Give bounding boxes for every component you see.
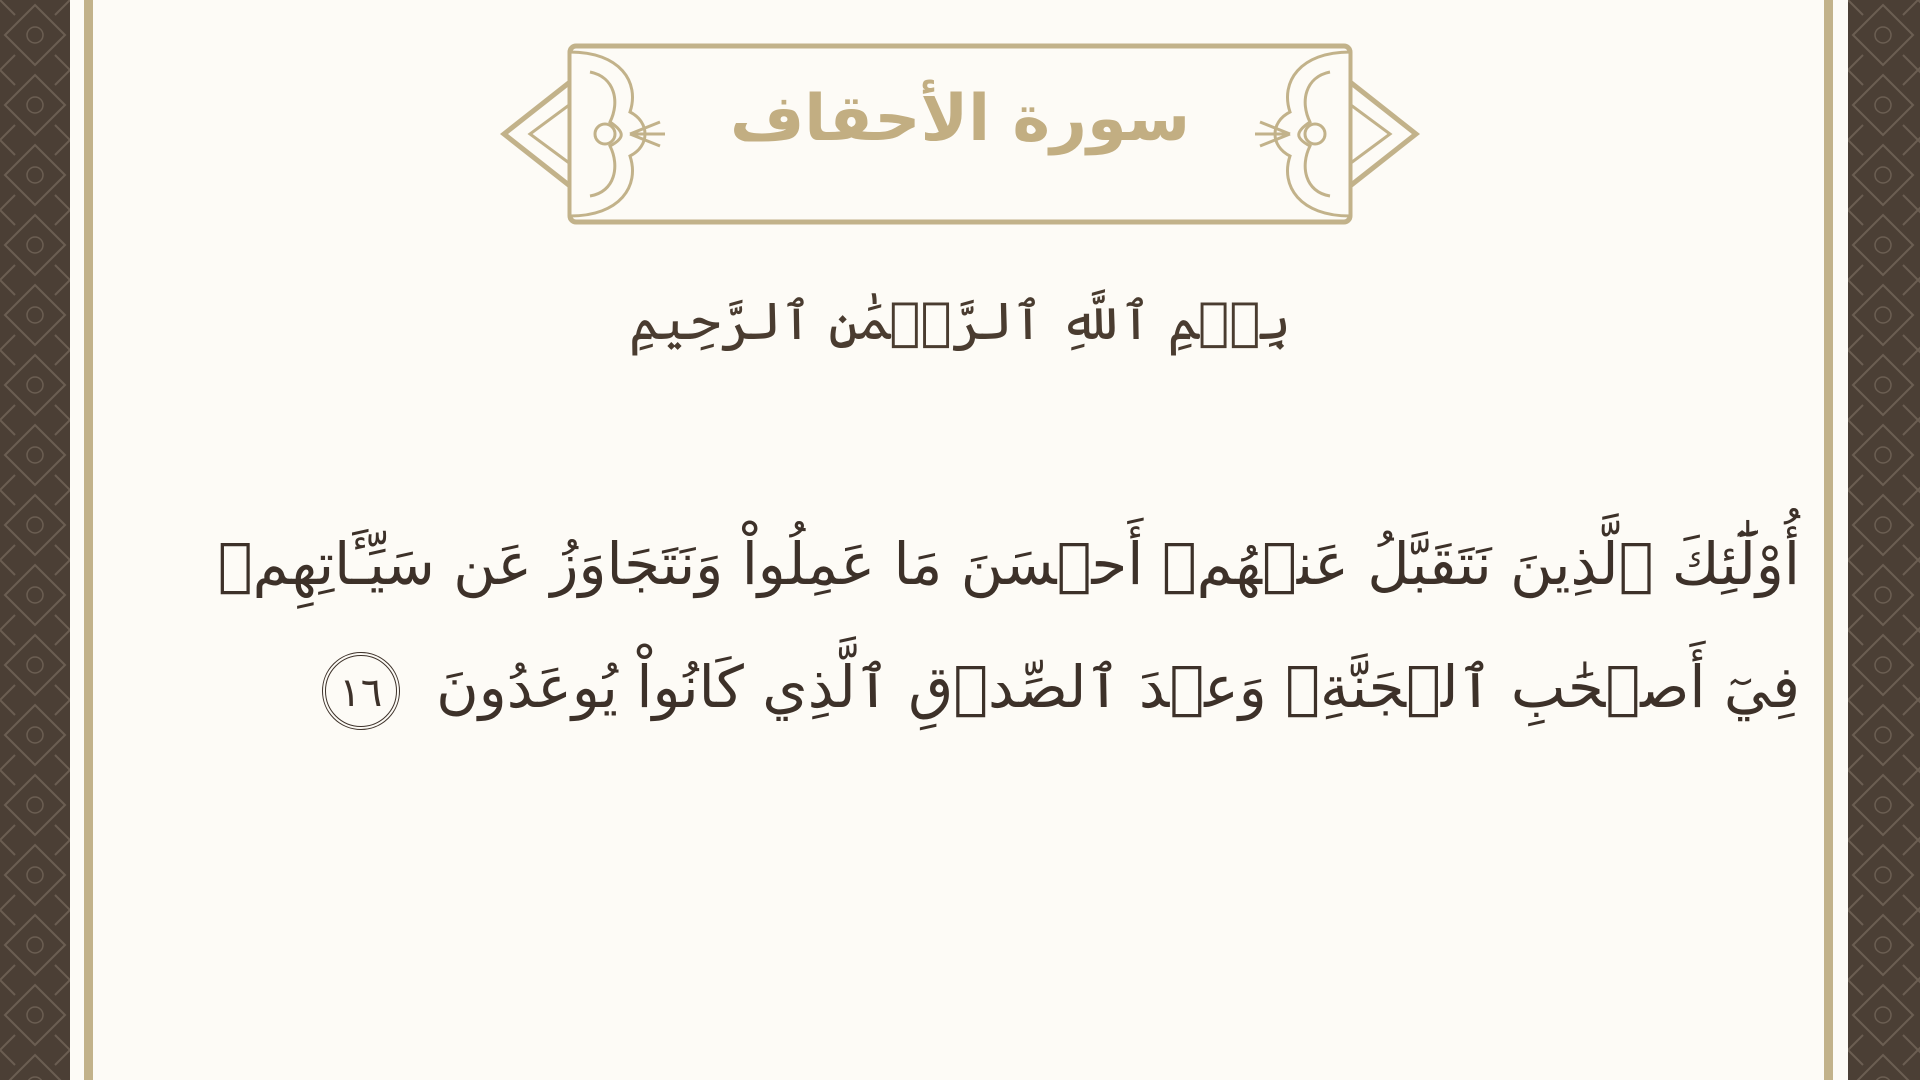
- right-pattern-border: [1848, 0, 1920, 1080]
- right-gold-rule: [1824, 0, 1833, 1080]
- left-pattern-border: [0, 0, 70, 1080]
- surah-title-cartouche: [500, 42, 1420, 226]
- geometric-pattern-icon: [0, 0, 70, 1080]
- verse-text: أُوْلَٰٓئِكَ ٱلَّذِينَ نَتَقَبَّلُ عَنۡهُمۡ أَحۡسَنَ مَا عَمِلُواْ وَنَتَجَاوَزُ عَن سَيِّـَٔاتِهِمۡ: [217, 530, 1800, 598]
- verse-line-2: [270, 652, 1800, 730]
- left-gold-rule: [84, 0, 93, 1080]
- verse-line-1: [217, 530, 1800, 598]
- geometric-pattern-icon: [1848, 0, 1920, 1080]
- ayah-number: ١٦: [339, 670, 383, 716]
- ayah-end-marker-icon: [322, 652, 400, 730]
- surah-title: سورة الأحقاف: [729, 82, 1191, 156]
- basmala: بِسۡمِ ٱللَّهِ ٱلرَّحۡمَٰنِ ٱلرَّحِيمِ: [629, 292, 1291, 352]
- verse-text: فِيٓ أَصۡحَٰبِ ٱلۡجَنَّةِۖ وَعۡدَ ٱلصِّدۡقِ ٱلَّذِي كَانُواْ يُوعَدُونَ: [436, 653, 1800, 722]
